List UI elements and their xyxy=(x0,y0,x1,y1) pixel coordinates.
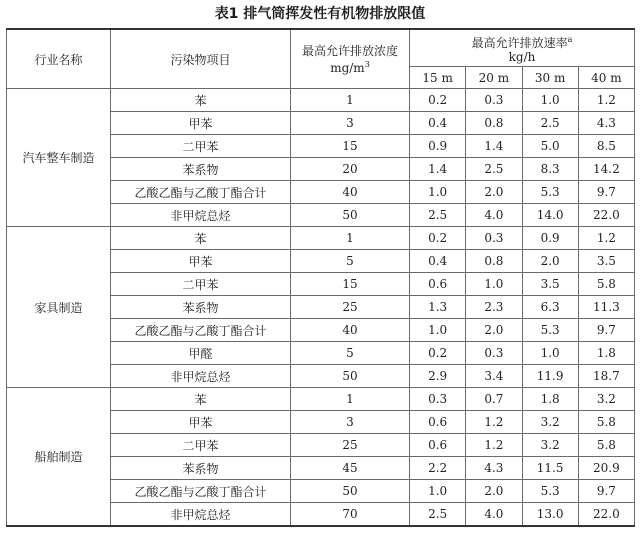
rate-cell: 5.3 xyxy=(522,319,578,342)
pollutant-cell: 甲醛 xyxy=(111,342,291,365)
rate-cell: 22.0 xyxy=(578,503,634,527)
concentration-cell: 50 xyxy=(291,365,410,388)
pollutant-cell: 乙酸乙酯与乙酸丁酯合计 xyxy=(111,181,291,204)
rate-cell: 20.9 xyxy=(578,457,634,480)
rate-cell: 9.7 xyxy=(578,319,634,342)
rate-cell: 1.0 xyxy=(410,181,466,204)
rate-cell: 13.0 xyxy=(522,503,578,527)
rate-cell: 2.2 xyxy=(410,457,466,480)
rate-cell: 0.2 xyxy=(410,89,466,112)
rate-cell: 2.9 xyxy=(410,365,466,388)
rate-cell: 1.3 xyxy=(410,296,466,319)
rate-cell: 11.9 xyxy=(522,365,578,388)
rate-cell: 5.8 xyxy=(578,273,634,296)
concentration-cell: 25 xyxy=(291,434,410,457)
rate-cell: 2.0 xyxy=(466,181,522,204)
rate-cell: 2.0 xyxy=(522,250,578,273)
concentration-cell: 5 xyxy=(291,250,410,273)
header-height-20: 20 m xyxy=(466,67,522,89)
pollutant-cell: 甲苯 xyxy=(111,112,291,135)
pollutant-cell: 苯系物 xyxy=(111,296,291,319)
pollutant-cell: 乙酸乙酯与乙酸丁酯合计 xyxy=(111,480,291,503)
header-rate-label: 最高允许排放速率$^a$ xyxy=(471,34,573,50)
rate-cell: 1.8 xyxy=(522,388,578,411)
header-concentration-unit: $mg/m^3$ xyxy=(330,59,370,75)
rate-cell: 3.4 xyxy=(466,365,522,388)
rate-cell: 4.3 xyxy=(578,112,634,135)
rate-cell: 3.5 xyxy=(578,250,634,273)
rate-cell: 0.6 xyxy=(410,434,466,457)
pollutant-cell: 二甲苯 xyxy=(111,135,291,158)
rate-cell: 1.2 xyxy=(578,227,634,250)
rate-cell: 0.8 xyxy=(466,112,522,135)
rate-cell: 0.4 xyxy=(410,250,466,273)
concentration-cell: 5 xyxy=(291,342,410,365)
rate-cell: 0.2 xyxy=(410,227,466,250)
rate-cell: 3.2 xyxy=(522,411,578,434)
rate-cell: 11.3 xyxy=(578,296,634,319)
rate-cell: 0.9 xyxy=(410,135,466,158)
rate-cell: 2.5 xyxy=(522,112,578,135)
header-height-40: 40 m xyxy=(578,67,634,89)
industry-cell: 汽车整车制造 xyxy=(7,89,111,227)
rate-cell: 0.4 xyxy=(410,112,466,135)
rate-cell: 5.8 xyxy=(578,434,634,457)
rate-cell: 8.5 xyxy=(578,135,634,158)
header-concentration xyxy=(291,29,410,89)
header-pollutant: 污染物项目 xyxy=(111,29,291,89)
header-industry: 行业名称 xyxy=(7,29,111,89)
pollutant-cell: 苯系物 xyxy=(111,158,291,181)
pollutant-cell: 二甲苯 xyxy=(111,434,291,457)
concentration-cell: 3 xyxy=(291,112,410,135)
concentration-cell: 1 xyxy=(291,89,410,112)
rate-cell: 1.0 xyxy=(522,89,578,112)
industry-cell: 船舶制造 xyxy=(7,388,111,527)
rate-cell: 6.3 xyxy=(522,296,578,319)
rate-cell: 1.0 xyxy=(410,480,466,503)
rate-cell: 0.3 xyxy=(466,342,522,365)
rate-cell: 3.2 xyxy=(578,388,634,411)
table-title: 表1 排气筒挥发性有机物排放限值 xyxy=(214,6,426,22)
concentration-cell: 40 xyxy=(291,181,410,204)
concentration-cell: 15 xyxy=(291,273,410,296)
header-height-15: 15 m xyxy=(410,67,466,89)
rate-cell: 9.7 xyxy=(578,480,634,503)
rate-cell: 1.0 xyxy=(522,342,578,365)
table-body xyxy=(7,89,635,527)
rate-cell: 1.0 xyxy=(410,319,466,342)
rate-cell: 0.7 xyxy=(466,388,522,411)
rate-cell: 3.2 xyxy=(522,434,578,457)
rate-cell: 1.4 xyxy=(410,158,466,181)
concentration-cell: 50 xyxy=(291,480,410,503)
rate-cell: 3.5 xyxy=(522,273,578,296)
rate-cell: 4.0 xyxy=(466,503,522,527)
pollutant-cell: 苯系物 xyxy=(111,457,291,480)
rate-cell: 14.2 xyxy=(578,158,634,181)
rate-cell: 1.8 xyxy=(578,342,634,365)
rate-cell: 2.5 xyxy=(410,503,466,527)
rate-cell: 0.3 xyxy=(466,89,522,112)
rate-cell: 2.5 xyxy=(466,158,522,181)
rate-cell: 5.3 xyxy=(522,480,578,503)
header-rate xyxy=(410,29,635,67)
table-row xyxy=(7,388,635,411)
rate-cell: 5.8 xyxy=(578,411,634,434)
table-row xyxy=(7,89,635,112)
rate-cell: 9.7 xyxy=(578,181,634,204)
pollutant-cell: 二甲苯 xyxy=(111,273,291,296)
header-height-30: 30 m xyxy=(522,67,578,89)
rate-cell: 1.2 xyxy=(466,411,522,434)
header-concentration-label: 最高允许排放浓度 xyxy=(301,43,398,58)
pollutant-cell: 乙酸乙酯与乙酸丁酯合计 xyxy=(111,319,291,342)
pollutant-cell: 非甲烷总烃 xyxy=(111,365,291,388)
pollutant-cell: 苯 xyxy=(111,388,291,411)
rate-cell: 2.3 xyxy=(466,296,522,319)
rate-cell: 18.7 xyxy=(578,365,634,388)
rate-cell: 4.0 xyxy=(466,204,522,227)
pollutant-cell: 甲苯 xyxy=(111,411,291,434)
rate-cell: 0.6 xyxy=(410,411,466,434)
rate-cell: 14.0 xyxy=(522,204,578,227)
rate-cell: 2.0 xyxy=(466,319,522,342)
rate-cell: 8.3 xyxy=(522,158,578,181)
rate-cell: 1.0 xyxy=(466,273,522,296)
rate-cell: 0.3 xyxy=(410,388,466,411)
emission-limits-table xyxy=(6,28,635,527)
pollutant-cell: 非甲烷总烃 xyxy=(111,204,291,227)
concentration-cell: 50 xyxy=(291,204,410,227)
rate-cell: 0.8 xyxy=(466,250,522,273)
rate-cell: 2.5 xyxy=(410,204,466,227)
rate-cell: 1.2 xyxy=(466,434,522,457)
concentration-cell: 3 xyxy=(291,411,410,434)
rate-cell: 11.5 xyxy=(522,457,578,480)
rate-cell: 0.3 xyxy=(466,227,522,250)
pollutant-cell: 甲苯 xyxy=(111,250,291,273)
concentration-cell: 1 xyxy=(291,388,410,411)
rate-cell: 22.0 xyxy=(578,204,634,227)
rate-cell: 0.6 xyxy=(410,273,466,296)
rate-cell: 1.2 xyxy=(578,89,634,112)
pollutant-cell: 非甲烷总烃 xyxy=(111,503,291,527)
rate-cell: 5.0 xyxy=(522,135,578,158)
industry-cell: 家具制造 xyxy=(7,227,111,388)
header-rate-unit: kg/h xyxy=(508,49,536,64)
rate-cell: 1.4 xyxy=(466,135,522,158)
pollutant-cell: 苯 xyxy=(111,89,291,112)
concentration-cell: 15 xyxy=(291,135,410,158)
rate-cell: 0.9 xyxy=(522,227,578,250)
concentration-cell: 45 xyxy=(291,457,410,480)
concentration-cell: 20 xyxy=(291,158,410,181)
rate-cell: 2.0 xyxy=(466,480,522,503)
pollutant-cell: 苯 xyxy=(111,227,291,250)
concentration-cell: 40 xyxy=(291,319,410,342)
table-row xyxy=(7,227,635,250)
concentration-cell: 1 xyxy=(291,227,410,250)
rate-cell: 4.3 xyxy=(466,457,522,480)
rate-cell: 5.3 xyxy=(522,181,578,204)
concentration-cell: 70 xyxy=(291,503,410,527)
rate-cell: 0.2 xyxy=(410,342,466,365)
concentration-cell: 25 xyxy=(291,296,410,319)
